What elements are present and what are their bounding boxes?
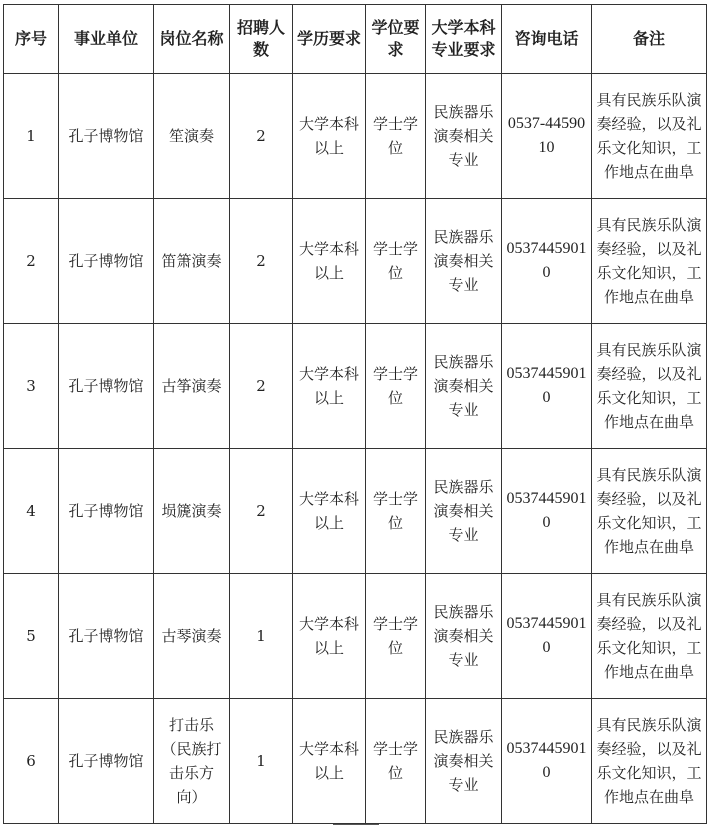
cell-position: 笛箫演奏 <box>154 199 230 324</box>
cell-no: 4 <box>4 449 59 574</box>
cell-major: 民族器乐演奏相关专业 <box>426 199 502 324</box>
bottom-edge-mark <box>333 824 379 825</box>
cell-unit: 孔子博物馆 <box>59 574 154 699</box>
table-row <box>4 324 707 449</box>
cell-degree: 学士学位 <box>366 74 426 199</box>
cell-degree: 学士学位 <box>366 574 426 699</box>
cell-position: 古琴演奏 <box>154 574 230 699</box>
cell-degree: 学士学位 <box>366 324 426 449</box>
cell-phone: 05374459010 <box>502 699 592 824</box>
cell-count: 1 <box>230 574 293 699</box>
cell-note: 具有民族乐队演奏经验，以及礼乐文化知识，工作地点在曲阜 <box>592 574 707 699</box>
header-education: 学历要求 <box>293 5 366 74</box>
cell-education: 大学本科以上 <box>293 699 366 824</box>
cell-note: 具有民族乐队演奏经验，以及礼乐文化知识，工作地点在曲阜 <box>592 324 707 449</box>
table-row <box>4 574 707 699</box>
cell-degree: 学士学位 <box>366 449 426 574</box>
cell-no: 2 <box>4 199 59 324</box>
table-row <box>4 699 707 824</box>
cell-count: 1 <box>230 699 293 824</box>
cell-major: 民族器乐演奏相关专业 <box>426 74 502 199</box>
cell-degree: 学士学位 <box>366 699 426 824</box>
cell-position: 笙演奏 <box>154 74 230 199</box>
cell-note: 具有民族乐队演奏经验，以及礼乐文化知识，工作地点在曲阜 <box>592 449 707 574</box>
header-degree: 学位要求 <box>366 5 426 74</box>
cell-phone: 05374459010 <box>502 199 592 324</box>
cell-degree: 学士学位 <box>366 199 426 324</box>
cell-education: 大学本科以上 <box>293 74 366 199</box>
cell-position: 打击乐（民族打击乐方向） <box>154 699 230 824</box>
cell-count: 2 <box>230 199 293 324</box>
table-row <box>4 449 707 574</box>
header-no: 序号 <box>4 5 59 74</box>
cell-education: 大学本科以上 <box>293 449 366 574</box>
cell-unit: 孔子博物馆 <box>59 74 154 199</box>
cell-note: 具有民族乐队演奏经验，以及礼乐文化知识，工作地点在曲阜 <box>592 74 707 199</box>
cell-phone: 05374459010 <box>502 449 592 574</box>
cell-major: 民族器乐演奏相关专业 <box>426 699 502 824</box>
cell-major: 民族器乐演奏相关专业 <box>426 574 502 699</box>
header-major: 大学本科专业要求 <box>426 5 502 74</box>
cell-phone: 05374459010 <box>502 574 592 699</box>
cell-count: 2 <box>230 449 293 574</box>
cell-note: 具有民族乐队演奏经验，以及礼乐文化知识，工作地点在曲阜 <box>592 199 707 324</box>
cell-phone: 05374459010 <box>502 324 592 449</box>
table-row <box>4 74 707 199</box>
cell-no: 6 <box>4 699 59 824</box>
recruitment-table <box>3 4 707 824</box>
cell-major: 民族器乐演奏相关专业 <box>426 449 502 574</box>
header-row <box>4 5 707 74</box>
cell-education: 大学本科以上 <box>293 574 366 699</box>
cell-no: 1 <box>4 74 59 199</box>
cell-no: 5 <box>4 574 59 699</box>
cell-education: 大学本科以上 <box>293 199 366 324</box>
cell-phone: 0537-4459010 <box>502 74 592 199</box>
cell-note: 具有民族乐队演奏经验，以及礼乐文化知识，工作地点在曲阜 <box>592 699 707 824</box>
cell-unit: 孔子博物馆 <box>59 324 154 449</box>
cell-unit: 孔子博物馆 <box>59 449 154 574</box>
header-position: 岗位名称 <box>154 5 230 74</box>
header-unit: 事业单位 <box>59 5 154 74</box>
cell-unit: 孔子博物馆 <box>59 699 154 824</box>
header-count: 招聘人数 <box>230 5 293 74</box>
cell-position: 古筝演奏 <box>154 324 230 449</box>
cell-count: 2 <box>230 324 293 449</box>
table-row <box>4 199 707 324</box>
cell-unit: 孔子博物馆 <box>59 199 154 324</box>
cell-education: 大学本科以上 <box>293 324 366 449</box>
header-note: 备注 <box>592 5 707 74</box>
header-phone: 咨询电话 <box>502 5 592 74</box>
cell-no: 3 <box>4 324 59 449</box>
cell-position: 埙篪演奏 <box>154 449 230 574</box>
cell-count: 2 <box>230 74 293 199</box>
cell-major: 民族器乐演奏相关专业 <box>426 324 502 449</box>
